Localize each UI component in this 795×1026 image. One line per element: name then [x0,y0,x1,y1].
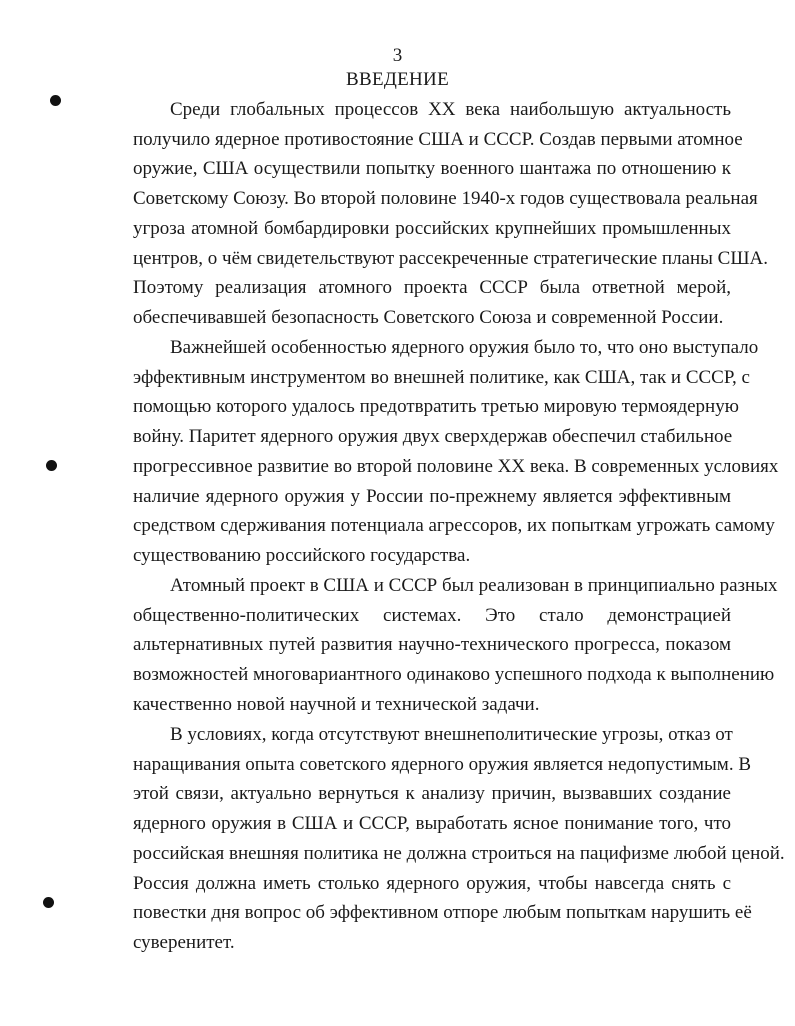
text-line: суверенитет. [133,931,235,953]
text-line: получило ядерное противостояние США и СССР. Создав первыми атомное [133,128,743,150]
text-line: оружие, США осуществили попытку военного шантажа по отношению к [133,158,731,180]
text-line: В условиях, когда отсутствуют внешнеполитические угрозы, отказ от [170,724,733,745]
text-line: российская внешняя политика не должна строиться на пацифизме любой ценой. [133,842,785,864]
binder-hole-bottom [43,897,54,908]
page-heading: ВВЕДЕНИЕ [346,69,449,90]
text-line: прогрессивное развитие во второй половине XX века. В современных условиях [133,455,779,477]
text-line: существованию российского государства. [133,544,471,566]
text-line: ядерного оружия в США и СССР, выработать ясное понимание того, что [133,813,731,835]
text-line: наличие ядерного оружия у России по-прежнему является эффективным [133,485,731,507]
text-line: центров, о чём свидетельствуют рассекреченные стратегические планы США. [133,247,768,269]
text-line: Важнейшей особенностью ядерного оружия было то, что оно выступало [170,337,759,358]
text-line: Советскому Союзу. Во второй половине 1940-х годов существовала реальная [133,188,758,210]
text-line: альтернативных путей развития научно-технического прогресса, показом [133,634,731,656]
binder-hole-top [50,95,61,106]
text-line: обеспечивавшей безопасность Советского Союза и современной России. [133,306,724,328]
page-number: 3 [392,45,403,66]
text-line: общественно-политических системах. Это стало демонстрацией [133,604,731,626]
text-line: Атомный проект в США и СССР был реализован в принципиально разных [170,575,778,596]
text-line: средством сдерживания потенциала агрессоров, их попыткам угрожать самому [133,515,775,537]
text-line: угроза атомной бомбардировки российских крупнейших промышленных [133,217,731,239]
text-line: эффективным инструментом во внешней политике, как США, так и СССР, с [133,366,750,388]
text-line: этой связи, актуально вернуться к анализу причин, вызвавших создание [133,783,731,805]
text-line: повестки дня вопрос об эффективном отпоре любым попыткам нарушить её [133,902,752,924]
text-line: Россия должна иметь столько ядерного оружия, чтобы навсегда снять с [133,872,731,894]
binder-hole-middle [46,460,57,471]
text-line: Среди глобальных процессов XX века наибольшую актуальность [170,99,731,120]
text-line: качественно новой научной и технической задачи. [133,693,540,715]
text-line: Поэтому реализация атомного проекта СССР была ответной мерой, [133,277,731,299]
text-line: возможностей многовариантного одинаково успешного подхода к выполнению [133,664,775,686]
text-line: войну. Паритет ядерного оружия двух сверхдержав обеспечил стабильное [133,426,733,448]
text-line: наращивания опыта советского ядерного оружия является недопустимым. В [133,753,752,775]
text-line: помощью которого удалось предотвратить третью мировую термоядерную [133,396,739,418]
